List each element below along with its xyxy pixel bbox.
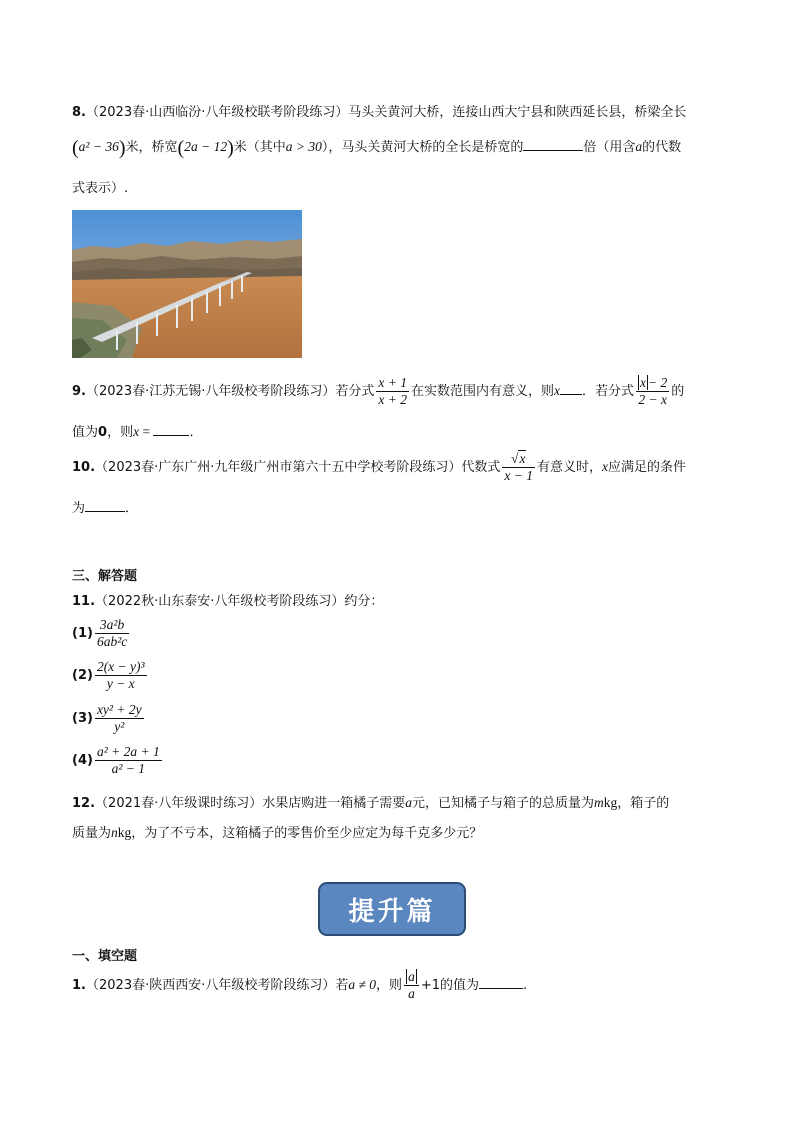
q9-text-5: 值为 [72, 425, 99, 440]
q11-part-1 [72, 618, 131, 649]
q8-width-expr: 2a − 12 [184, 139, 228, 154]
q10-var-x: x [602, 459, 609, 475]
q12-line-1: 12.（2021春·八年级课时练习）水果店购进一箱橘子需要a元，已知橘子与箱子的总质量为mkg，箱子的 [72, 795, 670, 811]
q12-text-2: 元，已知橘子与箱子的总质量为 [412, 796, 595, 811]
q9-fraction-2-abs: x [640, 375, 647, 390]
q11-source: （2022秋·山东泰安·八年级校考阶段练习） [95, 594, 345, 609]
q8-text-d: 倍（用含 [583, 140, 636, 155]
q11-part-3-label: (3) [72, 711, 93, 727]
q11-part-3 [72, 703, 146, 734]
q11-part-3-denominator: y² [114, 719, 125, 735]
q9-var-x-2: x [133, 424, 140, 439]
q10-line-2 [72, 497, 138, 516]
q11-part-2-denominator: y − x [106, 676, 135, 692]
q12-text-4: 质量为 [72, 826, 112, 841]
q9-fraction-2 [636, 376, 669, 407]
q12-text-5: ，为了不亏本，这箱橘子的零售价至少应定为每千克多少元？ [131, 826, 483, 841]
section-banner: 提升篇 [318, 882, 466, 936]
q11-part-2-numerator: 2(x − y)³ [95, 660, 147, 676]
q9-fraction-1-denominator: x + 2 [378, 392, 407, 408]
q10-blank[interactable] [85, 499, 125, 512]
q12-line-2 [72, 822, 482, 841]
q11-text: 约分： [344, 594, 384, 609]
q8-text: 马头关黄河大桥，连接山西大宁县和陕西延长县，桥梁全长 [348, 105, 687, 120]
q12-unit-1: kg [603, 795, 618, 810]
q8-condition: a > 30 [285, 139, 322, 154]
q8-var-a: a [635, 139, 643, 154]
q10-text-5: ． [125, 501, 139, 516]
p1-text-4: . [523, 978, 528, 994]
q11-part-2-fraction [95, 660, 147, 691]
q12-text-1: 水果店购进一箱橘子需要 [262, 796, 406, 811]
q12-unit-2: kg [117, 825, 132, 840]
p1-text-2: ，则 [376, 978, 403, 994]
q11-part-3-numerator: xy² + 2y [95, 703, 144, 719]
q10-denominator: x − 1 [504, 468, 534, 484]
q11-part-3-fraction [95, 703, 144, 734]
q9-zero: 0 [98, 425, 108, 440]
bridge-photo [72, 210, 302, 358]
p1-number: 1 [72, 978, 82, 994]
q9-text-4: 的 [671, 384, 685, 400]
q9-fraction-1-numerator: x + 1 [376, 376, 409, 392]
q8-text-e: 的代数 [642, 140, 682, 155]
p1-plus-one: +1 [420, 978, 440, 994]
section-1-heading: 一、填空题 [72, 949, 138, 964]
q12-source: （2021春·八年级课时练习） [95, 796, 263, 811]
p1-line: 1.（2023春·陕西西安·八年级校考阶段练习）若a ≠ 0，则 $\frac{a}{a}$ +1的值为 . [72, 969, 528, 1002]
q8-line-2: (a² − 36)米，桥宽(2a − 12)米（其中a > 30），马头关黄河大桥的全长是桥宽的 倍（用含a的代数 [72, 137, 682, 159]
q11-part-4-numerator: a² + 2a + 1 [95, 745, 162, 761]
q12-var-a: a [405, 795, 413, 810]
q10-text-2: 有意义时， [537, 460, 603, 476]
q10-fraction: $\frac{√x}{x - 1}$ [504, 451, 534, 484]
q9-text-2: 在实数范围内有意义，则 [410, 384, 554, 400]
q11-part-1-denominator: 6ab²c [96, 634, 128, 650]
q11-part-4-denominator: a² − 1 [111, 761, 146, 777]
q8-line-1: 8.（2023春·山西临汾·八年级校联考阶段练习）马头关黄河大桥，连接山西大宁县和陕西延长县，桥梁全长 [72, 105, 687, 120]
p1-text-1: 若 [335, 978, 349, 994]
q11-part-1-fraction [95, 618, 129, 649]
q11-part-4-label: (4) [72, 753, 93, 769]
q10-text-4: 为 [72, 501, 86, 516]
q9-text-3: ．若分式 [582, 384, 635, 400]
q9-fraction-2-denominator: 2 − x [638, 392, 667, 408]
q8-text-a: 米，桥宽 [125, 140, 178, 155]
q9-line-1: 9.（2023春·江苏无锡·八年级校考阶段练习）若分式 $\frac{x + 1}{x + 2}$ 在实数范围内有意义，则x ．若分式 $\frac{x - 2}{2 - x}$ 的 [72, 375, 685, 408]
q8-text-f: 式表示）. [72, 181, 129, 196]
q11-part-2-label: (2) [72, 668, 93, 684]
q9-fraction-2-numerator-rest: − 2 [648, 375, 668, 390]
p1-fraction [404, 970, 419, 1001]
q11-part-4 [72, 745, 164, 776]
q8-text-b: 米（其中 [233, 140, 286, 155]
q11-part-1-numerator: 3a²b [95, 618, 129, 634]
q10-source: （2023春·广东广州·九年级广州市第六十五中学校考阶段练习） [95, 460, 462, 476]
q9-var-x: x [554, 383, 560, 399]
p1-condition: a ≠ 0 [348, 977, 377, 993]
p1-abs-numerator: a [408, 969, 415, 984]
q9-number: 9 [72, 384, 82, 400]
q9-text-6: ，则 [107, 425, 134, 440]
q10-number: 10 [72, 460, 91, 476]
q9-line-2 [72, 421, 202, 440]
q8-number: 8 [72, 105, 82, 120]
q8-answer-blank[interactable] [523, 138, 583, 151]
q8-length-expr: a² − 36 [78, 139, 119, 154]
q8-text-c: ），马头关黄河大桥的全长是桥宽的 [321, 140, 524, 155]
q12-text-3: ，箱子的 [617, 796, 670, 811]
q9-blank-1[interactable] [560, 382, 582, 395]
q11-part-2 [72, 660, 149, 691]
q9-equals: = [139, 424, 154, 439]
q12-number: 12 [72, 796, 91, 811]
p1-source: （2023春·陕西西安·八年级校考阶段练习） [86, 978, 336, 994]
q12-var-m: m [594, 795, 604, 810]
q12-var-n: n [111, 825, 118, 840]
q11-part-1-label: (1) [72, 626, 93, 642]
q10-line-1: 10.（2023春·广东广州·九年级广州市第六十五中学校考阶段练习）代数式 $\frac{√x}{x - 1}$ 有意义时，x应满足的条件 [72, 451, 687, 484]
q10-text-3: 应满足的条件 [608, 460, 687, 476]
q9-text-7: ． [189, 425, 203, 440]
q11-number: 11 [72, 594, 91, 609]
p1-answer-blank[interactable] [479, 976, 523, 989]
p1-text-3: 的值为 [439, 978, 479, 994]
q9-source: （2023春·江苏无锡·八年级校考阶段练习） [86, 384, 336, 400]
q11-line-1: 11.（2022秋·山东泰安·八年级校考阶段练习）约分： [72, 594, 384, 609]
q10-radicand: x [519, 451, 526, 466]
q10-text-1: 代数式 [461, 460, 501, 476]
q8-line-3 [72, 177, 128, 196]
section-3-heading: 三、解答题 [72, 569, 138, 584]
q9-blank-2[interactable] [153, 423, 189, 436]
q11-part-4-fraction [95, 745, 162, 776]
p1-denominator: a [408, 986, 415, 1002]
q9-text-1: 若分式 [335, 384, 375, 400]
q8-source: （2023春·山西临汾·八年级校联考阶段练习） [86, 105, 349, 120]
q9-fraction-1 [376, 376, 409, 407]
